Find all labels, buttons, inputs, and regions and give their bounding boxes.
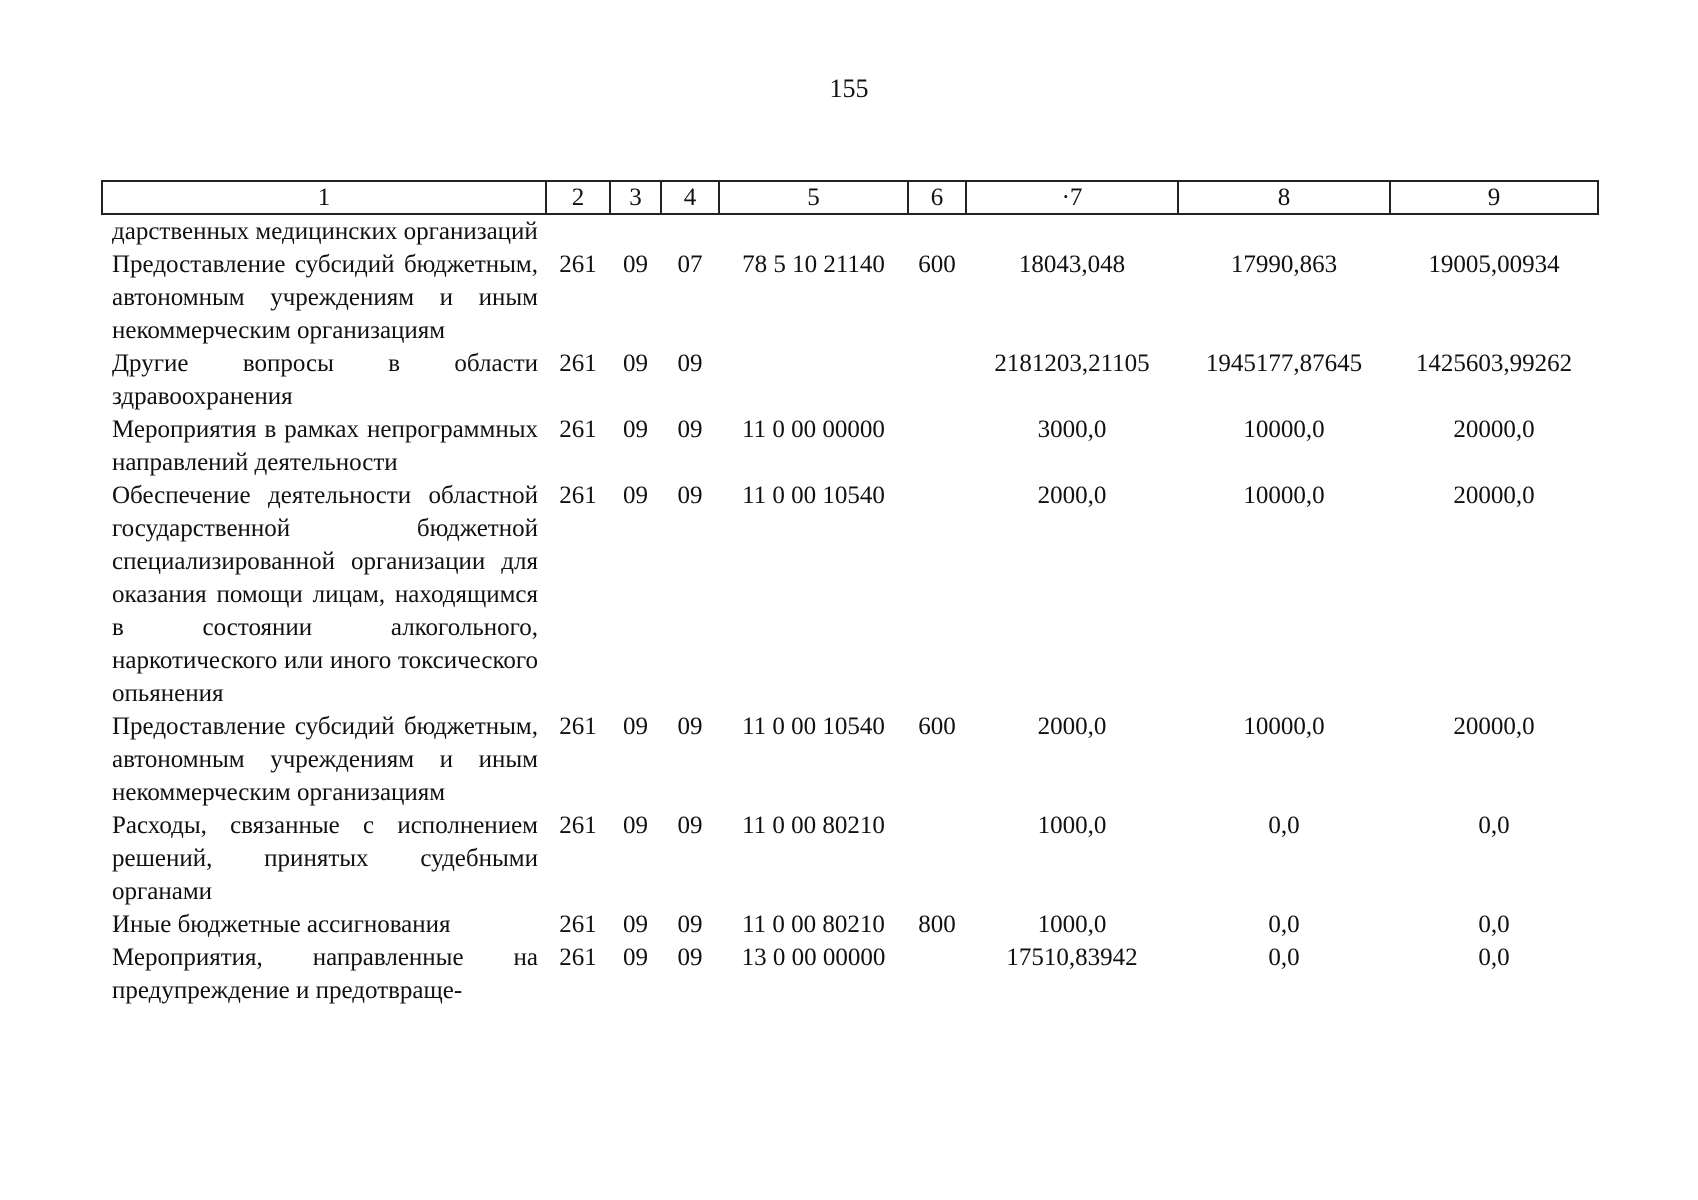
cell-col-8: 0,0 <box>1268 944 1300 971</box>
cell-col-5 <box>719 214 908 248</box>
cell-col-5: 78 5 10 21140 <box>742 251 885 278</box>
cell-col-7: 18043,048 <box>1018 251 1126 278</box>
cell-col-6 <box>908 214 966 248</box>
cell-col-7: 1000,0 <box>1037 812 1107 839</box>
cell-col-2: 261 <box>559 416 597 443</box>
cell-col-2: 261 <box>559 713 597 740</box>
cell-col-4: 09 <box>677 812 703 839</box>
table-row <box>102 809 1598 908</box>
cell-col-4: 09 <box>677 944 703 971</box>
cell-col-4: 09 <box>677 350 703 377</box>
cell-col-4 <box>661 214 719 248</box>
cell-col-9: 20000,0 <box>1453 416 1535 443</box>
cell-col-5 <box>719 347 908 413</box>
cell-col-4: 09 <box>677 911 703 938</box>
cell-col-4: 09 <box>677 482 703 509</box>
cell-col-9: 20000,0 <box>1453 713 1535 740</box>
column-header-4: 4 <box>661 181 719 214</box>
table-body <box>102 214 1598 1007</box>
cell-col-3: 09 <box>623 812 648 839</box>
column-header-5: 5 <box>719 181 908 214</box>
cell-col-7: 1000,0 <box>1037 911 1107 938</box>
cell-col-8: 10000,0 <box>1243 713 1325 740</box>
cell-col-8: 10000,0 <box>1243 416 1325 443</box>
column-header-3: 3 <box>610 181 661 214</box>
cell-col-8: 10000,0 <box>1243 482 1325 509</box>
cell-col-6: 600 <box>918 713 956 740</box>
cell-col-3: 09 <box>623 350 648 377</box>
cell-col-9: 19005,00934 <box>1428 251 1560 278</box>
row-description: Мероприятия, направленные на предупреждение и предотвраще- <box>112 944 538 1004</box>
cell-col-5: 13 0 00 00000 <box>741 944 886 971</box>
row-description: дарственных медицинских организаций <box>112 218 538 245</box>
table-row <box>102 214 1598 248</box>
cell-col-4: 09 <box>677 416 703 443</box>
cell-col-3: 09 <box>623 911 648 938</box>
table-row <box>102 479 1598 710</box>
cell-col-4: 09 <box>677 713 703 740</box>
row-description: Расходы, связанные с исполнением решений, принятых судебными органами <box>112 812 538 905</box>
cell-col-7: 17510,83942 <box>1006 944 1138 971</box>
cell-col-3: 09 <box>623 482 648 509</box>
row-description: Мероприятия в рамках непрограммных направлений деятельности <box>112 416 538 476</box>
row-description: Другие вопросы в области здравоохранения <box>112 350 538 410</box>
row-description: Предоставление субсидий бюджетным, автономным учреждениям и иным некоммерческим организациям <box>112 713 538 806</box>
cell-col-3: 09 <box>623 713 648 740</box>
column-header-2: 2 <box>546 181 610 214</box>
table-header-row <box>102 181 1598 214</box>
cell-col-9: 0,0 <box>1478 944 1510 971</box>
cell-col-3: 09 <box>623 251 648 278</box>
column-header-6: 6 <box>908 181 966 214</box>
row-description: Обеспечение деятельности областной государственной бюджетной специализированной организации для оказания помощи лицам, находящимся в состоянии алкогольного, наркотического или иного токсического опьянения <box>112 482 538 707</box>
cell-col-3: 09 <box>623 416 648 443</box>
column-header-1: 1 <box>102 181 546 214</box>
cell-col-9: 0,0 <box>1478 812 1510 839</box>
cell-col-5: 11 0 00 00000 <box>742 416 885 443</box>
page-number: 155 <box>829 74 869 103</box>
cell-col-5: 11 0 00 10540 <box>742 482 885 509</box>
cell-col-2: 261 <box>559 482 597 509</box>
table-row <box>102 413 1598 479</box>
cell-col-2: 261 <box>559 812 597 839</box>
cell-col-6 <box>908 479 966 710</box>
cell-col-8: 0,0 <box>1268 911 1300 938</box>
cell-col-8: 1945177,87645 <box>1205 350 1363 377</box>
cell-col-5: 11 0 00 10540 <box>742 713 885 740</box>
column-header-9: 9 <box>1390 181 1598 214</box>
cell-col-9 <box>1390 214 1598 248</box>
cell-col-5: 11 0 00 80210 <box>742 911 885 938</box>
cell-col-3 <box>610 214 661 248</box>
column-header-8: 8 <box>1178 181 1390 214</box>
cell-col-2: 261 <box>559 251 597 278</box>
cell-col-8 <box>1178 214 1390 248</box>
cell-col-6 <box>908 347 966 413</box>
cell-col-6 <box>908 809 966 908</box>
row-description: Предоставление субсидий бюджетным, автономным учреждениям и иным некоммерческим организациям <box>112 251 538 344</box>
cell-col-7: 3000,0 <box>1037 416 1107 443</box>
cell-col-7 <box>966 214 1178 248</box>
cell-col-7: 2000,0 <box>1037 482 1107 509</box>
row-description: Иные бюджетные ассигнования <box>112 911 451 938</box>
cell-col-7: 2000,0 <box>1037 713 1107 740</box>
cell-col-6: 800 <box>918 911 956 938</box>
cell-col-9: 1425603,99262 <box>1415 350 1573 377</box>
cell-col-7: 2181203,21105 <box>994 350 1150 377</box>
table-row <box>102 941 1598 1007</box>
cell-col-2: 261 <box>559 944 597 971</box>
cell-col-6 <box>908 941 966 1007</box>
cell-col-6: 600 <box>918 251 956 278</box>
cell-col-4: 07 <box>677 251 703 278</box>
cell-col-5: 11 0 00 80210 <box>742 812 885 839</box>
cell-col-2: 261 <box>559 911 597 938</box>
table-row <box>102 710 1598 809</box>
cell-col-2: 261 <box>559 350 597 377</box>
budget-table <box>101 180 1599 1007</box>
cell-col-6 <box>908 413 966 479</box>
cell-col-2 <box>546 214 610 248</box>
cell-col-8: 0,0 <box>1268 812 1300 839</box>
cell-col-8: 17990,863 <box>1230 251 1338 278</box>
column-header-7: ·7 <box>966 181 1178 214</box>
table-row <box>102 908 1598 941</box>
table-row <box>102 248 1598 347</box>
cell-col-3: 09 <box>623 944 648 971</box>
table-row <box>102 347 1598 413</box>
cell-col-9: 20000,0 <box>1453 482 1535 509</box>
cell-col-9: 0,0 <box>1478 911 1510 938</box>
